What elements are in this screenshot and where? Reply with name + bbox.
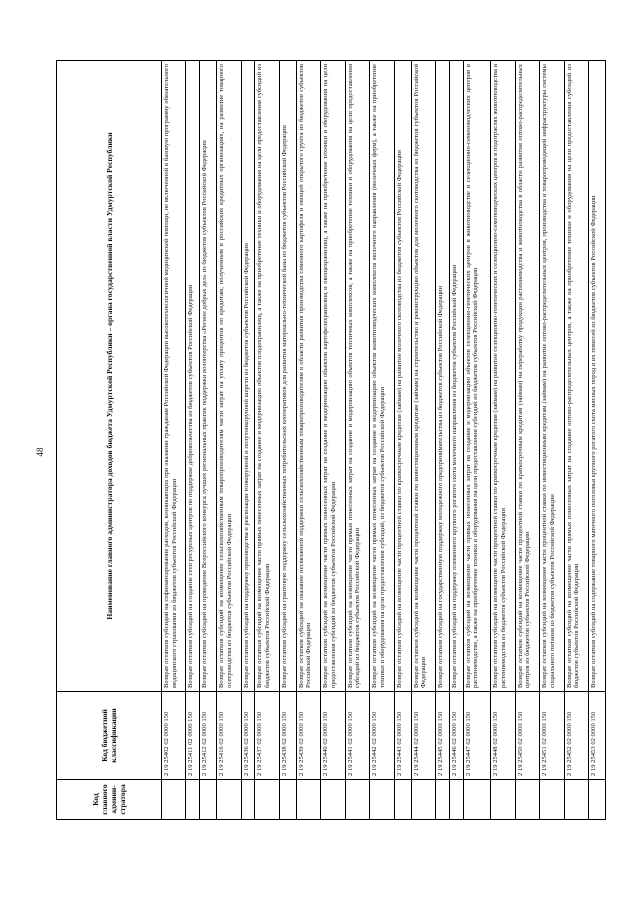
table-row	[491, 61, 515, 819]
cell-budget-code: 2 19 25451 02 0000 150	[540, 691, 563, 779]
cell-budget-code: 2 19 25447 02 0000 150	[464, 691, 491, 779]
table-row	[162, 61, 186, 819]
cell-admin-code	[217, 779, 240, 819]
table-row	[217, 61, 241, 819]
revenue-administrators-table	[56, 60, 606, 820]
table-row	[255, 61, 279, 819]
cell-budget-code: 2 19 25444 02 0000 150	[412, 691, 435, 779]
cell-admin-code	[255, 779, 278, 819]
cell-admin-code	[589, 779, 605, 819]
cell-admin-code	[280, 779, 296, 819]
cell-admin-code	[450, 779, 463, 819]
table-row	[297, 61, 321, 819]
header-administrator-name: Наименование главного администратора доходов бюджета Удмуртской Республики – органа государственной власти Удмуртской Республики	[104, 132, 114, 620]
cell-admin-code	[491, 779, 514, 819]
cell-revenue-name: Возврат остатков субсидий на возмещение части прямых понесенных затрат на создание и модернизацию объектов животноводческих комплексов молочного направления (молочных ферм), а также на приобретение техники и оборудования на цели предоставления субсидий, из бюджетов субъектов Российской Федерации	[371, 64, 386, 688]
cell-admin-code	[346, 779, 369, 819]
cell-budget-code: 2 19 25441 02 0000 150	[346, 691, 369, 779]
cell-admin-code	[516, 779, 539, 819]
table-row	[412, 61, 436, 819]
table-row	[321, 61, 345, 819]
cell-revenue-name: Возврат остатков субсидий на создание сети ресурсных центров по поддержке добровольчества из бюджетов субъектов Российской Федерации	[187, 284, 195, 688]
cell-revenue-name: Возврат остатков субсидий на возмещение части прямых понесенных затрат на создание и модернизацию объектов тепличных комплексов, а также на приобретение техники и оборудования на цели предоставления субсидий из бюджетов субъектов Российской Федерации	[346, 64, 362, 688]
cell-budget-code: 2 19 25450 02 0000 150	[516, 691, 539, 779]
cell-revenue-name: Возврат остатков субсидий на возмещение части прямых понесенных затрат на создание оптово-распределительных центров, а также на приобретение техники и оборудования на цели предоставления субсидий из бюджетов субъектов Российской Федерации	[565, 64, 581, 688]
cell-admin-code	[412, 779, 435, 819]
cell-budget-code: 2 19 25412 02 0000 150	[200, 691, 216, 779]
cell-budget-code: 2 19 25438 02 0000 150	[280, 691, 296, 779]
cell-admin-code	[436, 779, 449, 819]
cell-revenue-name: Возврат остатков субсидий на содержание товарного маточного поголовья крупного рогатого скота мясных пород и их помесей из бюджетов субъектов Российской Федерации	[590, 195, 598, 688]
header-budget-code: Код бюджетной классификации	[57, 691, 161, 779]
cell-budget-code: 2 19 25448 02 0000 150	[491, 691, 514, 779]
cell-budget-code: 2 19 25437 02 0000 150	[255, 691, 278, 779]
cell-revenue-name: Возврат остатков субсидий на возмещение части прямых понесенных затрат на создание и модернизацию объектов селекционно-генетических центров в животноводстве и селекционно-семеноводческих центров в растениеводстве, а также на приобретение техники и оборудования на цели предоставления субсидий из бюджетов субъектов Российской Федерации	[464, 64, 480, 688]
cell-revenue-name: Возврат остатков субсидий на поддержку производства и реализации тонкорунной и полутонкорунной шерсти из бюджетов субъектов Российской Федерации	[242, 243, 250, 688]
cell-budget-code: 2 19 25443 02 0000 150	[395, 691, 411, 779]
table-row	[540, 61, 564, 819]
cell-budget-code: 2 19 25452 02 0000 150	[565, 691, 588, 779]
table-row	[346, 61, 370, 819]
cell-budget-code: 2 19 25411 02 0000 150	[186, 691, 199, 779]
cell-admin-code	[370, 779, 393, 819]
cell-revenue-name: Возврат остатков субсидий на государственную поддержку молодежного предпринимательства из бюджетов субъектов Российской Федерации	[437, 285, 445, 688]
table-row	[450, 61, 464, 819]
cell-admin-code	[242, 779, 255, 819]
cell-revenue-name: Возврат остатков субсидий на возмещение части процентной ставки по краткосрочным кредитам (займам) на развитие селекционно-генетических и селекционно-семеноводческих центров в подотраслях животноводства и растениеводства из бюджетов субъектов Российской Федерации	[492, 64, 507, 688]
table-row	[186, 61, 200, 819]
cell-admin-code	[540, 779, 563, 819]
table-row	[436, 61, 450, 819]
cell-revenue-name: Возврат остатков субсидий на возмещение части процентной ставки по инвестиционным кредитам (займам) на строительство и реконструкцию объектов для молочного скотоводства из бюджетов субъектов Российской Федерации	[412, 64, 428, 688]
table-header	[57, 61, 162, 819]
table-body	[162, 61, 605, 819]
cell-budget-code: 2 19 25440 02 0000 150	[321, 691, 344, 779]
cell-budget-code: 2 19 25446 02 0000 150	[450, 691, 463, 779]
cell-admin-code	[565, 779, 588, 819]
rotated-page-area	[56, 60, 606, 820]
cell-admin-code	[186, 779, 199, 819]
cell-revenue-name: Возврат остатков субсидий на возмещение сельскохозяйственным товаропроизводителям части затрат на уплату процентов по кредитам, полученным в российских кредитных организациях, на развитие товарного осетроводства из бюджетов субъектов Российской Федерации	[218, 64, 233, 688]
cell-revenue-name: Возврат остатков субсидий на возмещение части процентной ставки по инвестиционным кредитам (займам) на развитие оптово-распределительных центров, производства и товаропроводящей инфраструктуры системы социального питания из бюджетов субъектов Российской Федерации	[541, 64, 556, 688]
cell-revenue-name: Возврат остатков субсидий на поддержку племенного крупного рогатого скота молочного направления из бюджетов субъектов Российской Федерации	[450, 264, 458, 688]
cell-admin-code	[200, 779, 216, 819]
cell-budget-code: 2 19 25439 02 0000 150	[297, 691, 320, 779]
cell-budget-code: 2 19 25445 02 0000 150	[436, 691, 449, 779]
cell-budget-code: 2 19 25416 02 0000 150	[217, 691, 240, 779]
header-admin-code: Код главного админи-стратора	[57, 779, 161, 819]
cell-admin-code	[321, 779, 344, 819]
cell-admin-code	[395, 779, 411, 819]
table-row	[565, 61, 589, 819]
cell-revenue-name: Возврат остатков субсидий на оказание несвязанной поддержки сельскохозяйственным товаропроизводителям в области развития производства семенного картофеля и овощей открытого грунта из бюджетов субъектов Российской Федерации	[297, 64, 313, 688]
cell-budget-code: 2 19 25402 02 0000 150	[162, 691, 185, 779]
table-row	[464, 61, 492, 819]
cell-revenue-name: Возврат остатков субсидий на возмещение части процентной ставки по краткосрочным кредитам (займам) на переработку продукции растениеводства и животноводства в области развития оптово-распределительных центров из бюджетов субъектов Российской Федерации	[516, 64, 532, 688]
table-row	[200, 61, 217, 819]
cell-revenue-name: Возврат остатков субсидий на возмещение части процентной ставки по краткосрочным кредитам (займам) на развитие молочного скотоводства из бюджетов субъектов Российской Федерации	[395, 150, 403, 688]
page-number: 48	[35, 447, 45, 457]
table-row	[516, 61, 540, 819]
table-row	[370, 61, 394, 819]
cell-admin-code	[464, 779, 491, 819]
cell-revenue-name: Возврат остатков субсидий на проведение Всероссийского конкурса лучших региональных практик поддержки волонтерства «Регион добрых дел» из бюджетов субъектов Российской Федерации	[201, 140, 209, 688]
cell-budget-code: 2 19 25436 02 0000 150	[242, 691, 255, 779]
cell-admin-code	[162, 779, 185, 819]
cell-revenue-name: Возврат остатков субсидий на возмещение части прямых понесенных затрат на создание и модернизацию объектов плодохранилищ, а также на приобретение техники и оборудования на цели предоставления субсидий из бюджетов субъектов Российской Федерации	[256, 64, 271, 688]
cell-revenue-name: Возврат остатков субсидий на грантовую поддержку сельскохозяйственных потребительских кооперативов для развития материально-технической базы из бюджетов субъектов Российской Федерации	[280, 125, 288, 688]
table-row	[395, 61, 412, 819]
cell-budget-code: 2 19 25442 02 0000 150	[370, 691, 393, 779]
table-row	[280, 61, 297, 819]
cell-budget-code: 2 19 25453 02 0000 150	[589, 691, 605, 779]
table-row	[589, 61, 605, 819]
table-row	[242, 61, 256, 819]
cell-revenue-name: Возврат остатков субсидий на возмещение части прямых понесенных затрат на создание и модернизацию объектов картофелехранилищ и овощехранилищ, а также на приобретение техники и оборудования на цели предоставления субсидий из бюджетов субъектов Российской Федерации	[322, 64, 337, 688]
cell-revenue-name: Возврат остатков субсидий на софинансирование расходов, возникающих при оказании гражданам Российской Федерации высокотехнологичной медицинской помощи, не включенной в базовую программу обязательного медицинского страхования из бюджетов субъектов Российской Федерации	[163, 64, 178, 688]
cell-admin-code	[297, 779, 320, 819]
